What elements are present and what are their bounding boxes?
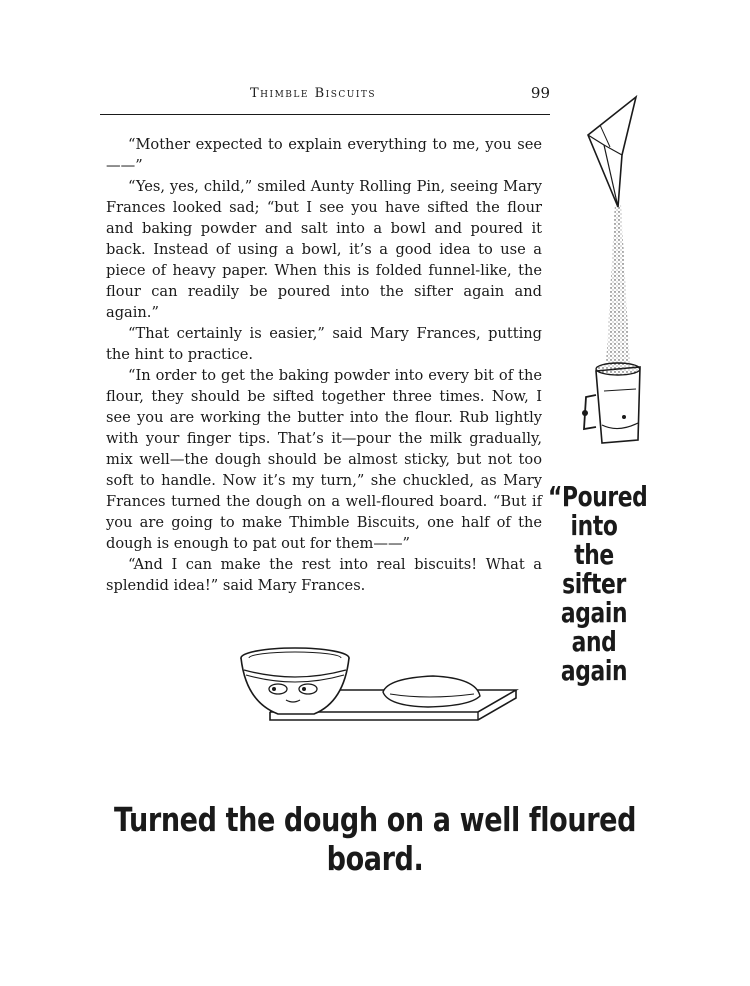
side-caption: [548, 480, 648, 687]
paragraph-5: “And I can make the rest into real biscuits! What a splendid idea!” said Mary Frances.: [106, 556, 542, 594]
side-caption-line: sifter: [562, 567, 626, 600]
paragraph-2: “Yes, yes, child,” smiled Aunty Rolling Pin, seeing Mary Frances looked sad; “but I see you have sifted the flour and baking powder and salt into a bowl and poured it back. Instead of using a bowl, it’s a good idea to use a piece of heavy paper. When this is folded funnel-like, the flour can readily be poured into the sifter again and again.”: [106, 178, 542, 321]
body-text: [106, 134, 542, 596]
paragraph-4: “In order to get the baking powder into every bit of the flour, they should be sifted together three times. Now, I see you are working the butter into the flour. Rub lightly with your finger tips. That’s it—pour the milk gradually, mix well—the dough should be almost sticky, but not too soft to handle. Now it’s my turn,” she chuckled, as Mary Frances turned the dough on a well-floured board. “But if you are going to make Thimble Biscuits, one half of the dough is enough to pat out for them——”: [106, 367, 542, 552]
illustration-caption-text: Turned the dough on a well floured board.: [113, 800, 637, 878]
funnel-sifter-illustration: [578, 95, 658, 455]
illustration-caption: [0, 800, 750, 878]
paragraph-3: “That certainly is easier,” said Mary Frances, putting the hint to practice.: [106, 325, 542, 363]
running-head-title: Thimble Biscuits: [250, 86, 377, 101]
side-caption-line: into the: [570, 509, 618, 571]
header-rule: [100, 114, 550, 115]
page-number: 99: [530, 84, 550, 102]
paragraph-1: “Mother expected to explain everything to me, you see——”: [106, 136, 542, 174]
side-caption-line: again and: [560, 596, 628, 658]
side-caption-line: again: [560, 654, 628, 687]
bowl-board-illustration: [238, 644, 528, 729]
side-caption-line: “Poured: [548, 480, 648, 513]
running-head: [100, 86, 550, 108]
